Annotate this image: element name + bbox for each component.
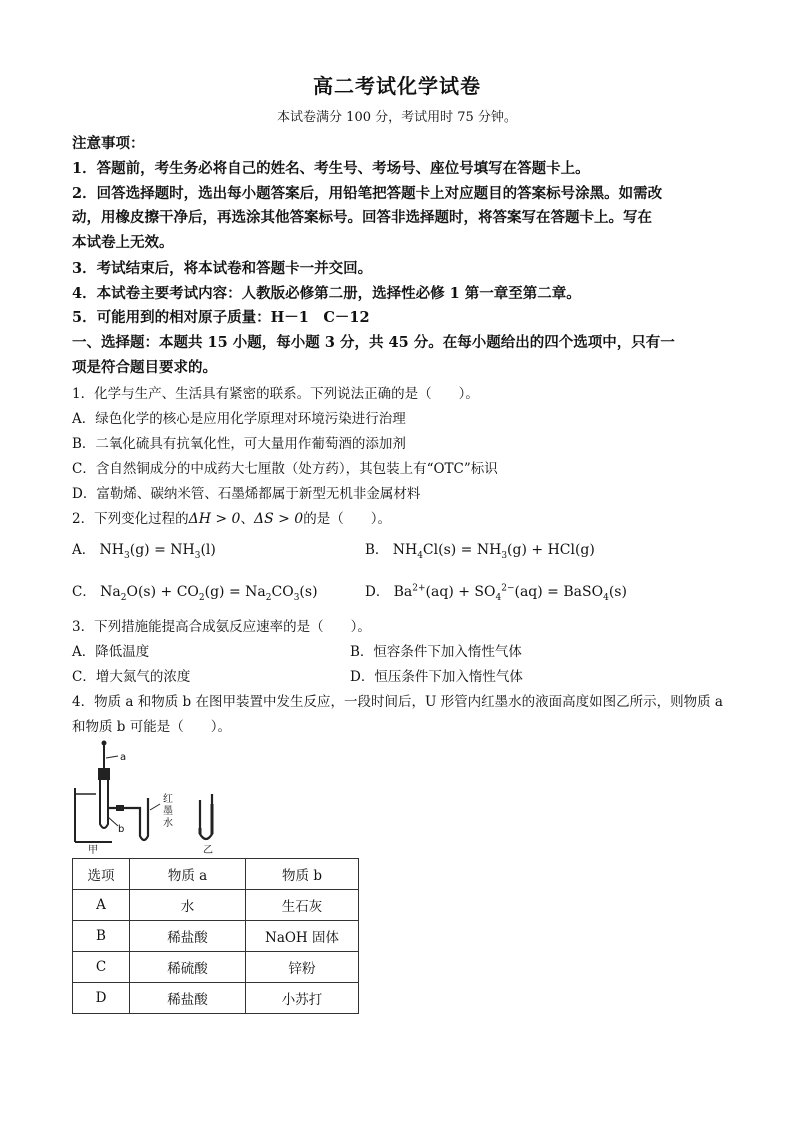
label-ink-1: 红 <box>163 794 173 805</box>
q2-stem-sep: 、 <box>240 511 254 527</box>
q4-options-table <box>72 858 359 1014</box>
table-cell: 稀盐酸 <box>130 921 246 952</box>
q2-option-d-formula: $Ba^{2+}(aq) + SO_4^{2-}(aq)$ = BaSO$_4$(s) <box>393 583 627 603</box>
q3-option-b: B．恒容条件下加入惰性气体 <box>350 644 522 660</box>
note-item-4: 4．本试卷主要考试内容：人教版必修第二册，选择性必修 1 第一章至第二章。 <box>72 285 581 302</box>
q2-option-d: D． $Ba^{2+}(aq) + SO_4^{2-}(aq)$ = BaSO$_4$(s) <box>365 583 627 603</box>
q4-stem-line-1: 4．物质 a 和物质 b 在图甲装置中发生反应，一段时间后，U 形管内红墨水的液面高度如图乙所示，则物质 a <box>72 694 723 710</box>
table-cell: 水 <box>130 890 246 921</box>
apparatus-figure <box>72 738 232 854</box>
label-ink-3: 水 <box>163 818 173 829</box>
table-cell: 小苏打 <box>246 983 359 1014</box>
label-jia: 甲 <box>88 845 98 854</box>
u-tube-yi <box>200 794 212 839</box>
q2-option-b: B． $NH_4Cl(s) = NH_3(g) + HCl(g)$ <box>365 542 595 561</box>
table-cell: D <box>73 983 130 1014</box>
q2-stem-post: 的是（ ）。 <box>303 511 391 527</box>
table-header-cell: 选项 <box>73 859 130 890</box>
table-row <box>73 890 359 921</box>
q2-option-a: A． $NH_3(g) = NH_3(l)$ <box>72 542 216 561</box>
q3-stem: 3．下列措施能提高合成氨反应速率的是（ ）。 <box>72 619 371 635</box>
table-header-cell: 物质 a <box>130 859 246 890</box>
u-tube-jia <box>108 798 148 840</box>
table-cell: 锌粉 <box>246 952 359 983</box>
table-cell: 稀硫酸 <box>130 952 246 983</box>
note-item-5: 5．可能用到的相对原子质量：H－1 C－12 <box>72 309 370 326</box>
page-subtitle: 本试卷满分 100 分，考试用时 75 分钟。 <box>277 110 517 125</box>
q2-option-c: C． $Na_2O(s) + CO_2(g) = Na_2CO_3(s)$ <box>72 584 318 603</box>
table-cell: 生石灰 <box>246 890 359 921</box>
q3-option-c: C．增大氮气的浓度 <box>72 669 191 685</box>
q1-option-d: D．富勒烯、碳纳米管、石墨烯都属于新型无机非金属材料 <box>72 486 421 502</box>
q2-option-c-formula: $Na_2O(s) + CO_2(g) = Na_2CO_3(s)$ <box>100 584 318 603</box>
stopper <box>98 768 110 780</box>
table-cell: A <box>73 890 130 921</box>
table-cell: C <box>73 952 130 983</box>
q2-delta-h: ΔH > 0 <box>188 511 241 527</box>
q2-stem-pre: 2．下列变化过程的 <box>72 511 189 527</box>
table-header-row <box>73 859 359 890</box>
table-cell: NaOH 固体 <box>246 921 359 952</box>
label-b: b <box>118 824 125 835</box>
table-row <box>73 983 359 1014</box>
q3-option-d: D．恒压条件下加入惰性气体 <box>350 669 523 685</box>
q2-delta-s: ΔS > 0 <box>253 511 304 527</box>
q1-option-a: A．绿色化学的核心是应用化学原理对环境污染进行治理 <box>72 411 406 427</box>
table-cell: 稀盐酸 <box>130 983 246 1014</box>
section-heading-line-2: 项是符合题目要求的。 <box>72 359 217 376</box>
q3-option-a: A．降低温度 <box>72 644 150 660</box>
note-item-1: 1．答题前，考生务必将自己的姓名、考生号、考场号、座位号填写在答题卡上。 <box>72 160 590 177</box>
test-tube <box>100 780 108 828</box>
label-a: a <box>120 752 127 763</box>
table-header-cell: 物质 b <box>246 859 359 890</box>
section-heading-line-1: 一、选择题：本题共 15 小题，每小题 3 分，共 45 分。在每小题给出的四个选项中，只有一 <box>72 334 675 351</box>
label-yi: 乙 <box>203 845 213 854</box>
q2-stem <box>72 507 391 527</box>
table-row <box>73 952 359 983</box>
q1-option-c: C．含自然铜成分的中成药大七厘散（处方药），其包装上有“OTC”标识 <box>72 461 498 477</box>
note-item-2-line-1: 2．回答选择题时，选出每小题答案后，用铅笔把答题卡上对应题目的答案标号涂黑。如需改 <box>72 185 663 202</box>
q2-option-a-formula: $NH_3(g) = NH_3(l)$ <box>99 542 216 561</box>
notes-heading: 注意事项： <box>72 135 145 152</box>
note-item-3: 3．考试结束后，将本试卷和答题卡一并交回。 <box>72 260 373 277</box>
table-cell: B <box>73 921 130 952</box>
label-ink-2: 墨 <box>163 806 173 817</box>
page-title: 高二考试化学试卷 <box>313 74 481 98</box>
q2-option-b-formula: $NH_4Cl(s) = NH_3(g) + HCl(g)$ <box>392 542 595 561</box>
note-item-2-line-3: 本试卷上无效。 <box>72 234 174 251</box>
note-item-2-line-2: 动，用橡皮擦干净后，再选涂其他答案标号。回答非选择题时，将答案写在答题卡上。写在 <box>72 209 652 226</box>
q4-stem-line-2: 和物质 b 可能是（ ）。 <box>72 719 231 735</box>
q1-option-b: B．二氧化硫具有抗氧化性，可大量用作葡萄酒的添加剂 <box>72 436 406 452</box>
table-row <box>73 921 359 952</box>
q1-stem: 1．化学与生产、生活具有紧密的联系。下列说法正确的是（ ）。 <box>72 386 479 402</box>
